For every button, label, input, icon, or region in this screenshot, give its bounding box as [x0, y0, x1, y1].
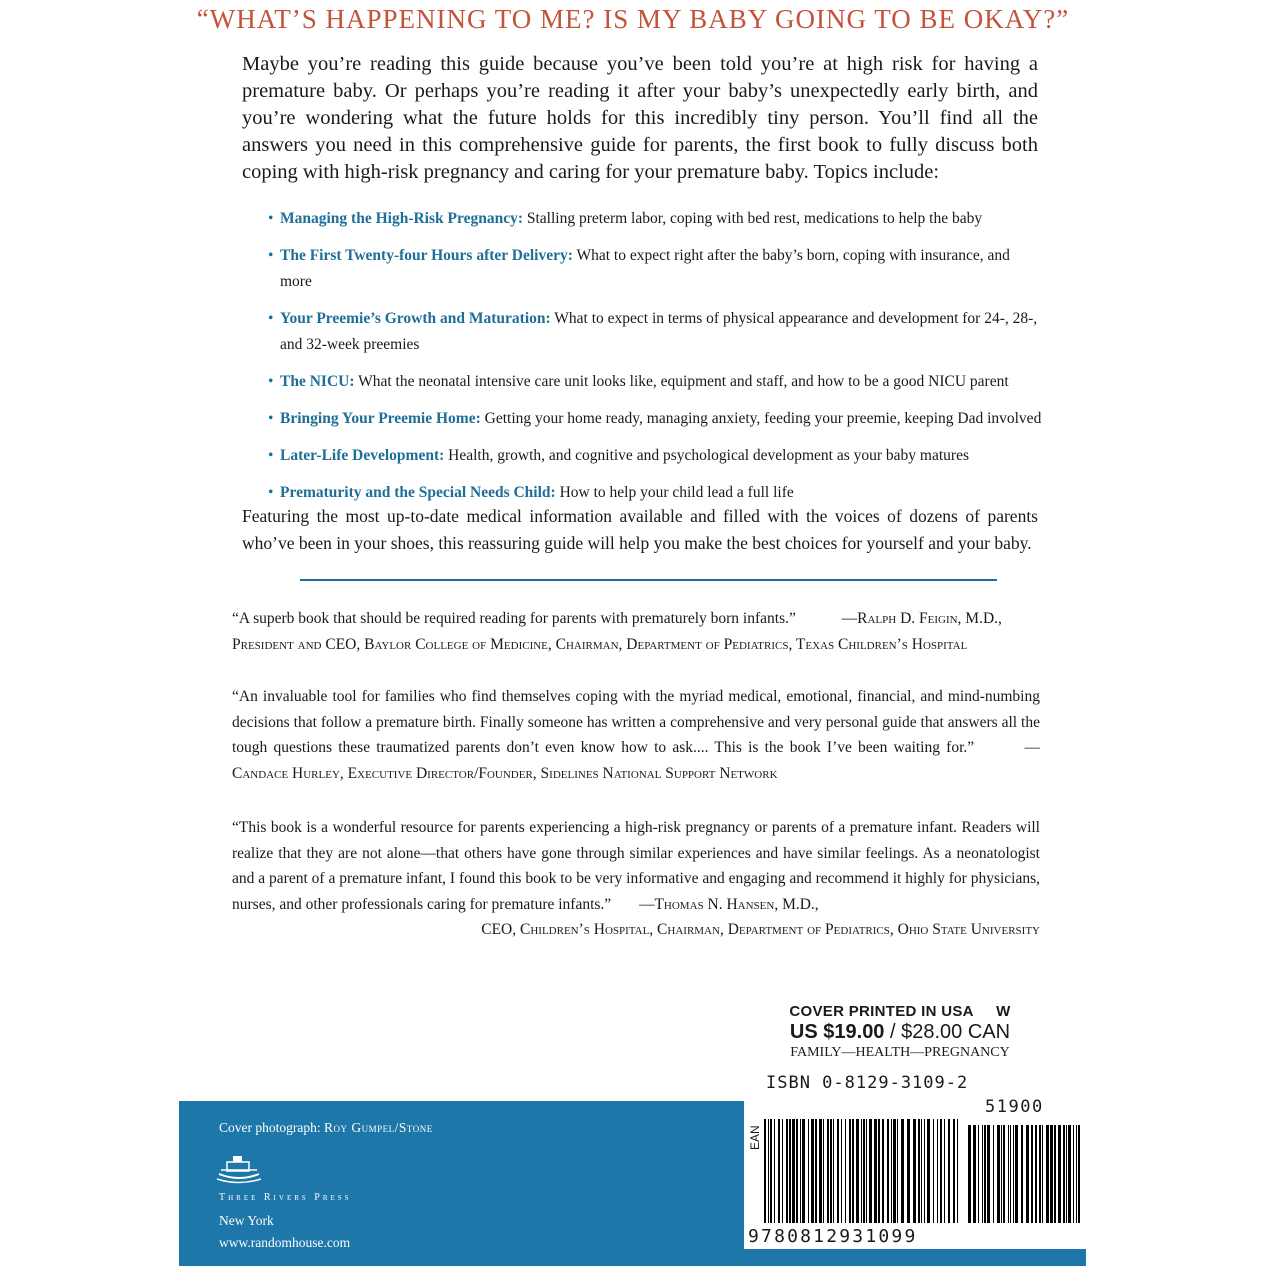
publisher-city: New York [219, 1213, 274, 1228]
barcode-bar [845, 1119, 846, 1223]
barcode-bar [800, 1119, 801, 1223]
barcode-bar [1008, 1125, 1009, 1223]
barcode-bar [882, 1119, 884, 1223]
barcode-bar [878, 1119, 880, 1223]
barcode-bar [1015, 1125, 1018, 1223]
publisher-logo-icon [215, 1152, 263, 1186]
bullet-icon: • [268, 410, 274, 427]
barcode-bar [841, 1119, 842, 1223]
barcode-bar [786, 1119, 788, 1223]
review-quote [232, 606, 1052, 657]
barcode-bar [968, 1125, 971, 1223]
outro-paragraph: Featuring the most up-to-date medical information available and filled with the voices of dozens of parents who’ve been in your shoes, this reassuring guide will help you make the best choices for yourself and your baby. [242, 506, 1038, 553]
barcode-bar [852, 1119, 854, 1223]
quote-text: “An invaluable tool for families who find themselves coping with the myriad medical, emotional, financial, and mind-numbing decisions that follow a premature birth. Finally someone has written a comprehensive and very personal guide that answers all the tough questions these traumatized parents don’t even know how to ask.... This is the book I’ve been waiting for.” [232, 688, 1040, 756]
topic-title: The First Twenty-four Hours after Delivery: [280, 247, 573, 264]
barcode-bar [861, 1119, 862, 1223]
price-barcode [968, 1125, 1080, 1223]
bullet-icon: • [268, 210, 274, 227]
topic-text: What the neonatal intensive care unit looks like, equipment and staff, and how to be a good NICU parent [354, 373, 1009, 390]
barcode-bar [823, 1119, 824, 1223]
barcode-bar [907, 1119, 910, 1223]
barcode-bar [764, 1119, 766, 1223]
barcode-bar [957, 1119, 958, 1223]
price-digits: 51900 [985, 1097, 1044, 1117]
barcode-bar [1073, 1125, 1074, 1223]
topic-title: Managing the High-Risk Pregnancy: [280, 210, 523, 227]
topic-title: Prematurity and the Special Needs Child: [280, 484, 556, 501]
barcode-bar [1068, 1125, 1071, 1223]
barcode-bar [921, 1119, 922, 1223]
topic-text: What to expect right after the baby’s born, coping with insurance, and more [280, 247, 1010, 290]
topic-text: Getting your home ready, managing anxiety, feeding your preemie, keeping Dad involved [480, 410, 1042, 427]
bullet-icon: • [268, 373, 274, 390]
barcode-bar [893, 1119, 896, 1223]
category: FAMILY—HEALTH—PREGNANCY [790, 1045, 1010, 1060]
barcode-bar [863, 1119, 865, 1223]
barcode-bar [789, 1119, 791, 1223]
barcode-bar [770, 1119, 772, 1223]
ean-digits: 9780812931099 [748, 1226, 918, 1247]
bullet-icon: • [268, 447, 274, 464]
topics-list [268, 206, 1043, 517]
barcode-bar [978, 1125, 979, 1223]
list-item [268, 306, 1043, 358]
barcode-bar [897, 1119, 898, 1223]
barcode-bar [1035, 1125, 1037, 1223]
print-note: COVER PRINTED IN USA W [789, 1003, 1011, 1020]
ean-barcode [764, 1119, 959, 1223]
barcode-bar [827, 1119, 829, 1223]
barcode-bar [1039, 1125, 1041, 1223]
barcode-bar [913, 1119, 916, 1223]
barcode-bar [1076, 1125, 1077, 1223]
barcode-bar [833, 1119, 834, 1223]
barcode-bar [1026, 1125, 1029, 1223]
barcode-bar [874, 1119, 877, 1223]
barcode-bar [933, 1119, 934, 1223]
topic-text: How to help your child lead a full life [555, 484, 794, 501]
barcode-bar [849, 1119, 851, 1223]
barcode-bar [866, 1119, 867, 1223]
barcode-bar [782, 1119, 783, 1223]
barcode-bar [774, 1119, 775, 1223]
barcode-bar [918, 1119, 920, 1223]
topic-title: Your Preemie’s Growth and Maturation: [280, 310, 551, 327]
topic-text: Health, growth, and cognitive and psychological development as your baby matures [444, 447, 969, 464]
headline: “WHAT’S HAPPENING TO ME? IS MY BABY GOING TO BE OKAY?” [196, 4, 1070, 34]
barcode-bar [901, 1119, 904, 1223]
barcode-bar [940, 1119, 942, 1223]
barcode-bar [819, 1119, 822, 1223]
list-item [268, 206, 1043, 232]
quote-text: “A superb book that should be required reading for parents with prematurely born infants.” [232, 610, 796, 627]
barcode-bar [1058, 1125, 1061, 1223]
barcode-bar [837, 1119, 839, 1223]
barcode-bar [1066, 1125, 1067, 1223]
review-quote [232, 815, 1040, 943]
topic-text: Stalling preterm labor, coping with bed rest, medications to help the baby [523, 210, 983, 227]
barcode-bar [808, 1119, 809, 1223]
barcode-bar [1042, 1125, 1043, 1223]
barcode-bar [944, 1119, 945, 1223]
barcode-bar [987, 1125, 990, 1223]
quote-attribution: —Ralph D. Feigin, M.D., [841, 610, 1002, 627]
topic-title: Bringing Your Preemie Home: [280, 410, 481, 427]
barcode-bar [1010, 1125, 1011, 1223]
cover-credit: Cover photograph: Roy Gumpel/Stone [219, 1120, 433, 1135]
barcode-bar [792, 1119, 795, 1223]
barcode-bar [856, 1119, 859, 1223]
ean-label: EAN [748, 1125, 762, 1150]
barcode-bar [768, 1119, 769, 1223]
quote-affiliation: President and CEO, Baylor College of Medicine, Chairman, Department of Pediatrics, Texas Children’s Hospital [232, 635, 968, 653]
list-item [268, 369, 1043, 395]
barcode-bar [1054, 1125, 1056, 1223]
barcode-bar [1050, 1125, 1053, 1223]
bullet-icon: • [268, 310, 274, 327]
isbn: ISBN 0-8129-3109-2 [766, 1073, 969, 1093]
barcode-bar [778, 1119, 780, 1223]
quote-text: “This book is a wonderful resource for parents experiencing a high-risk pregnancy or parents of a premature infant. Readers will realize that they are not alone—that others have gone through similar experiences and have similar feelings. As a neonatologist and a parent of a premature infant, I found this book to be very informative and engaging and recommend it highly for physicians, nurses, and other professionals caring for premature infants.” [232, 819, 1040, 913]
barcode-bar [1078, 1125, 1080, 1223]
barcode-bar [1046, 1125, 1049, 1223]
divider [300, 579, 997, 581]
list-item [268, 406, 1043, 432]
barcode-bar [891, 1119, 892, 1223]
barcode-bar [953, 1119, 955, 1223]
intro-paragraph: Maybe you’re reading this guide because you’ve been told you’re at high risk for having a premature baby. Or perhaps you’re reading it after your baby’s unexpectedly early birth, and you’re wondering what the future holds for this incredibly tiny person. You’ll find all the answers you need in this comprehensive guide for parents, the first book to fully discuss both coping with high-risk pregnancy and caring for your premature baby. Topics include: [242, 53, 1038, 183]
publisher-url: www.randomhouse.com [219, 1235, 351, 1250]
barcode-bar [1021, 1125, 1023, 1223]
barcode-bar [973, 1125, 976, 1223]
barcode-bar [927, 1119, 930, 1223]
barcode-bar [937, 1119, 938, 1223]
list-item [268, 243, 1043, 295]
bullet-icon: • [268, 247, 274, 264]
list-item [268, 443, 1043, 469]
barcode-bar [982, 1125, 983, 1223]
topic-text: What to expect in terms of physical appearance and development for 24-, 28-, and 32-week preemies [280, 310, 1038, 353]
barcode-bar [1031, 1125, 1033, 1223]
barcode-bar [1013, 1125, 1014, 1223]
quote-attribution: —Candace Hurley, Executive Director/Founder, Sidelines National Support Network [232, 739, 1041, 782]
barcode-bar [1003, 1125, 1005, 1223]
barcode-bar [830, 1119, 832, 1223]
topic-title: The NICU: [280, 373, 355, 390]
barcode-bar [993, 1125, 994, 1223]
barcode-bar [887, 1119, 889, 1223]
review-quote [232, 684, 1040, 786]
barcode-bar [802, 1119, 805, 1223]
barcode-bar [997, 1125, 1000, 1223]
barcode-bar [924, 1119, 925, 1223]
quote-affiliation: CEO, Children’s Hospital, Chairman, Department of Pediatrics, Ohio State University [481, 921, 1040, 938]
price-block [770, 1003, 1030, 1061]
barcode-bar [869, 1119, 872, 1223]
quote-attribution: —Thomas N. Hansen, M.D., [638, 895, 819, 913]
barcode-bar [948, 1119, 950, 1223]
barcode-bar [796, 1119, 798, 1223]
barcode-bar [811, 1119, 814, 1223]
bullet-icon: • [268, 484, 274, 501]
price: US $19.00 / $28.00 CAN [789, 1021, 1011, 1043]
barcode-bar [1063, 1125, 1065, 1223]
barcode-bar [815, 1119, 817, 1223]
publisher-name: Three Rivers Press [219, 1192, 352, 1203]
barcode-bar [1001, 1125, 1002, 1223]
topic-title: Later-Life Development: [280, 447, 445, 464]
barcode-bar [984, 1125, 986, 1223]
